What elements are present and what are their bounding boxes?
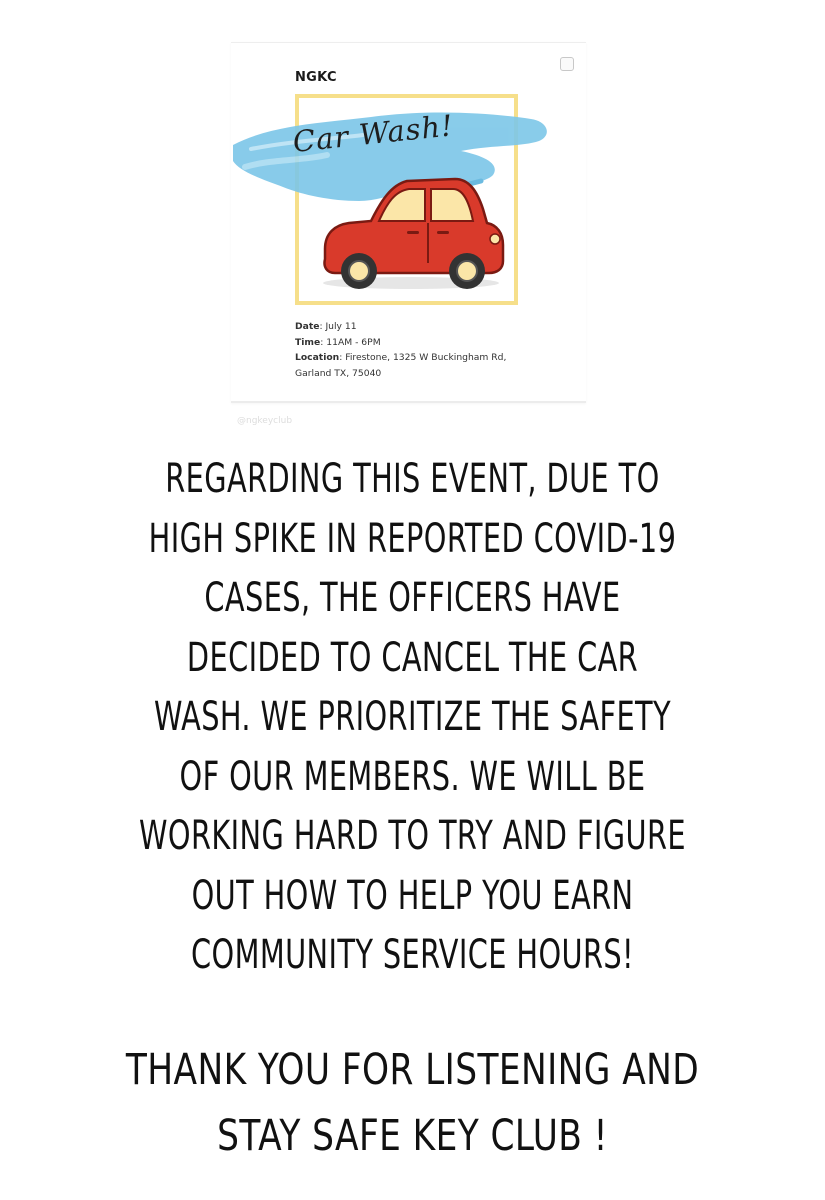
flyer-title: Car Wash! bbox=[291, 108, 456, 159]
notice-line: WASH. WE PRIORITIZE THE SAFETY bbox=[154, 694, 671, 740]
notice-line: COMMUNITY SERVICE HOURS! bbox=[191, 932, 634, 978]
detail-location: Location: Firestone, 1325 W Buckingham Rd, bbox=[295, 352, 507, 363]
detail-address: Garland TX, 75040 bbox=[295, 367, 382, 379]
notice-line: DECIDED TO CANCEL THE CAR bbox=[186, 634, 639, 681]
club-name: NGKC bbox=[295, 70, 337, 85]
watermark: @ngkeyclub bbox=[237, 416, 293, 426]
detail-time: Time: 11AM - 6PM bbox=[295, 336, 381, 348]
event-details bbox=[295, 319, 506, 381]
notice-line: CASES, THE OFFICERS HAVE bbox=[204, 575, 621, 621]
detail-date: Date: July 11 bbox=[295, 321, 357, 332]
closing-line: THANK YOU FOR LISTENING AND bbox=[125, 1045, 700, 1095]
closing-message bbox=[0, 1037, 825, 1169]
select-checkbox[interactable] bbox=[560, 57, 574, 71]
cancellation-notice bbox=[0, 450, 825, 986]
notice-line: REGARDING THIS EVENT, DUE TO bbox=[165, 456, 660, 502]
notice-line: HIGH SPIKE IN REPORTED COVID-19 bbox=[148, 515, 677, 562]
notice-line: OF OUR MEMBERS. WE WILL BE bbox=[179, 753, 646, 800]
closing-line: STAY SAFE KEY CLUB ! bbox=[217, 1111, 608, 1161]
notice-line: OUT HOW TO HELP YOU EARN bbox=[191, 872, 634, 919]
notice-line: WORKING HARD TO TRY AND FIGURE bbox=[139, 813, 686, 859]
flyer-card bbox=[231, 42, 586, 403]
